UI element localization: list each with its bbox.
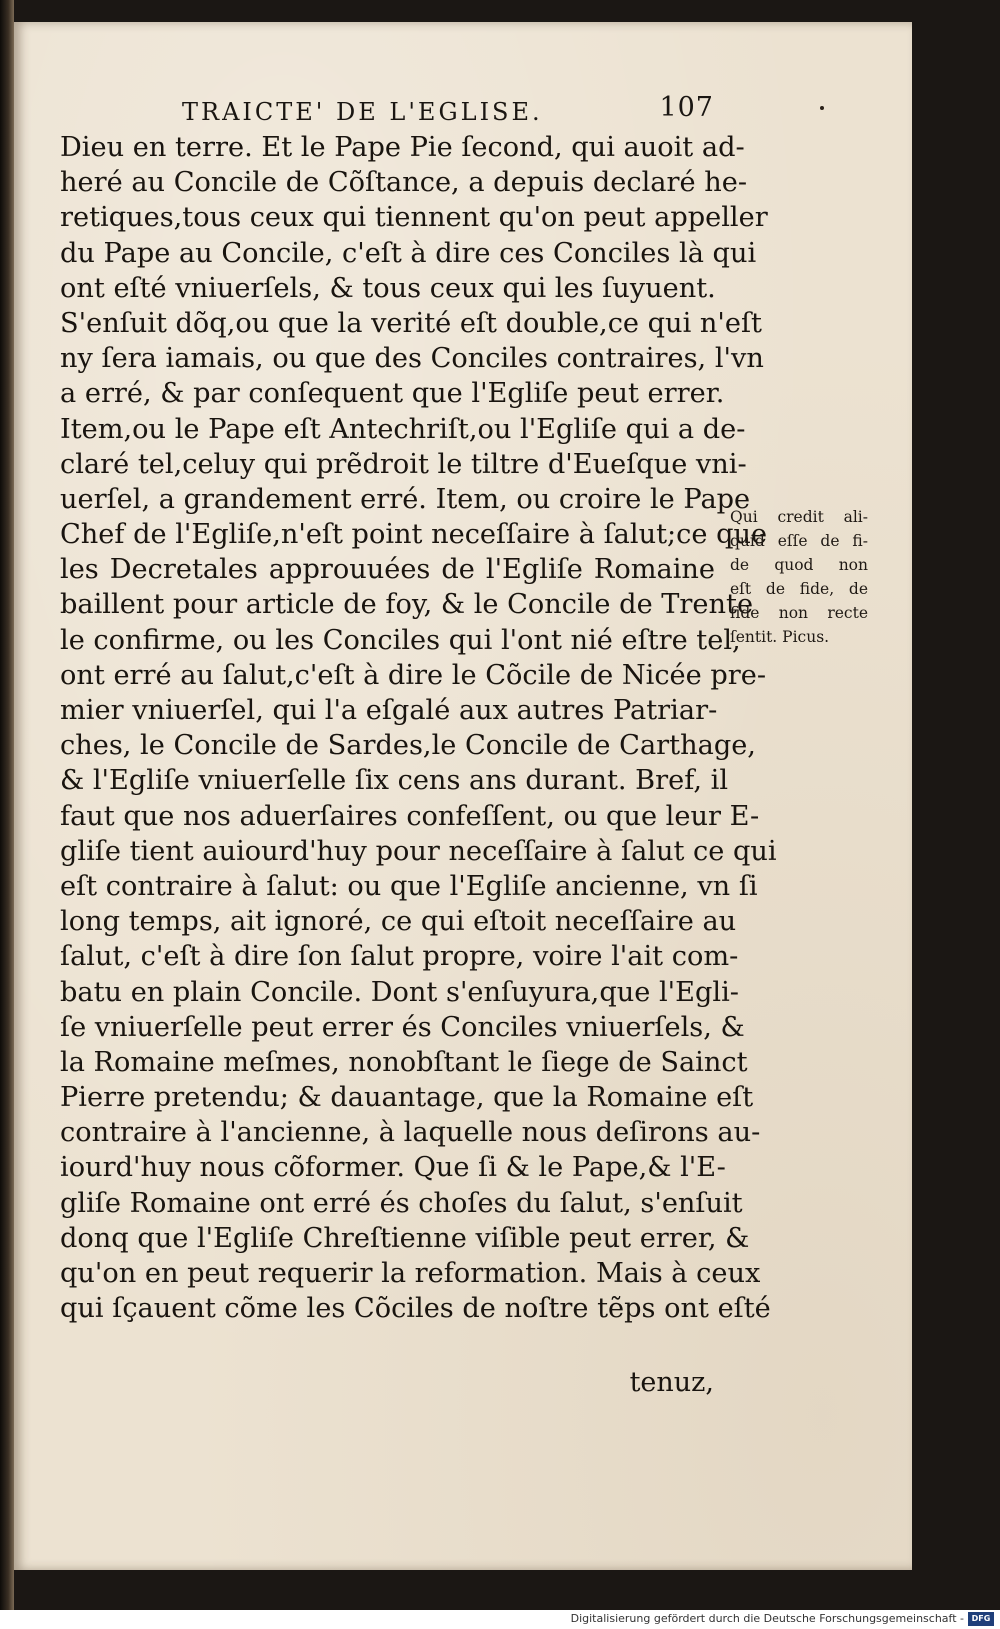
text-line: la Romaine meſmes, nonobſtant le ſiege de Sainct xyxy=(60,1046,748,1078)
running-title: TRAICTE' DE L'EGLISE. xyxy=(182,98,543,126)
catchword: tenuz, xyxy=(629,1367,714,1398)
text-line: mier vniuerſel, qui l'a eſgalé aux autres Patriar- xyxy=(60,695,718,726)
text-line: contraire à l'ancienne, à laquelle nous deſirons au- xyxy=(60,1117,761,1149)
margin-note-line: eſt de fide, de xyxy=(730,580,868,598)
text-line: ny ſera iamais, ou que des Conciles contraires, l'vn xyxy=(60,343,764,375)
text-line: Dieu en terre. Et le Pape Pie ſecond, qui auoit ad- xyxy=(60,132,745,163)
text-line: uerſel, a grandement erré. Item, ou croire le Pape xyxy=(60,483,751,515)
text-line: Chef de l'Egliſe,n'eſt point neceſſaire à ſalut;ce que xyxy=(60,519,768,551)
text-line: ſalut, c'eſt à dire ſon ſalut propre, voire l'ait com- xyxy=(60,941,739,973)
book-spine xyxy=(0,0,14,1610)
text-line: donq que l'Egliſe Chreſtienne viſible peut errer, & xyxy=(60,1222,750,1254)
text-line: Pierre pretendu; & dauantage, que la Romaine eſt xyxy=(60,1082,754,1114)
margin-note-line: quid eſſe de fi- xyxy=(730,532,868,550)
text-line: ſe vniuerſelle peut errer és Conciles vniuerſels, & xyxy=(60,1011,745,1043)
text-line: du Pape au Concile, c'eſt à dire ces Conciles là qui xyxy=(60,237,757,269)
page-number: 107 xyxy=(659,92,714,123)
text-line: eſt contraire à ſalut: ou que l'Egliſe ancienne, vn ſi xyxy=(60,870,758,902)
text-line: qu'on en peut requerir la reformation. Mais à ceux xyxy=(60,1258,761,1289)
text-line: le confirme, ou les Conciles qui l'ont nié eſtre tel, xyxy=(60,624,741,656)
text-line: iourd'huy nous cõformer. Que ſi & le Pape,& l'E- xyxy=(60,1152,726,1184)
text-line: heré au Concile de Cõſtance, a depuis declaré he- xyxy=(60,167,748,199)
page-header xyxy=(182,92,714,126)
text-line: batu en plain Concile. Dont s'enſuyura,que l'Egli- xyxy=(60,976,739,1008)
ink-speck xyxy=(820,106,824,110)
text-line: S'enſuit dõq,ou que la verité eſt double,ce qui n'eſt xyxy=(60,307,762,339)
text-line: faut que nos aduerſaires confeſſent, ou que leur E- xyxy=(60,800,760,832)
text-line: gliſe tient auiourd'huy pour neceſſaire à ſalut ce qui xyxy=(60,835,777,867)
text-line: gliſe Romaine ont erré és choſes du ſalut, s'enſuit xyxy=(60,1187,743,1219)
text-line: long temps, ait ignoré, ce qui eſtoit neceſſaire au xyxy=(60,906,737,938)
margin-note-line: de quod non xyxy=(730,556,868,574)
text-line: Item,ou le Pape eſt Antechriſt,ou l'Egliſe qui a de- xyxy=(60,413,746,445)
text-line: retiques,tous ceux qui tiennent qu'on peut appeller xyxy=(60,202,768,234)
text-line: claré tel,celuy qui prẽdroit le tiltre d'Eueſque vni- xyxy=(60,448,747,480)
text-line: ches, le Concile de Sardes,le Concile de Carthage, xyxy=(60,730,756,762)
text-line: les Decretales approuuées de l'Egliſe Romaine xyxy=(60,554,715,586)
text-line: ont erré au ſalut,c'eſt à dire le Cõcile de Nicée pre- xyxy=(60,659,767,691)
text-line: baillent pour article de foy, & le Concile de Trente xyxy=(60,589,754,621)
dfg-logo: DFG xyxy=(968,1612,994,1626)
text-line: ont eſté vniuerſels, & tous ceux qui les ſuyuent. xyxy=(60,272,716,304)
footer-bar xyxy=(0,1610,1000,1629)
text-line: qui ſçauent cõme les Cõciles de noſtre tẽps ont eſté xyxy=(60,1293,771,1325)
margin-note xyxy=(730,505,868,649)
text-line: a erré, & par conſequent que l'Egliſe peut errer. xyxy=(60,378,725,410)
footer-credit: Digitalisierung gefördert durch die Deutsche Forschungsgemeinschaft - xyxy=(570,1612,964,1625)
margin-note-line: Qui credit ali- xyxy=(730,508,868,526)
margin-note-line: fide non recte xyxy=(730,604,868,622)
margin-note-line: ſentit. Picus. xyxy=(730,628,830,646)
text-line: & l'Egliſe vniuerſelle ſix cens ans durant. Bref, il xyxy=(60,765,729,797)
main-text-block xyxy=(60,130,777,1326)
